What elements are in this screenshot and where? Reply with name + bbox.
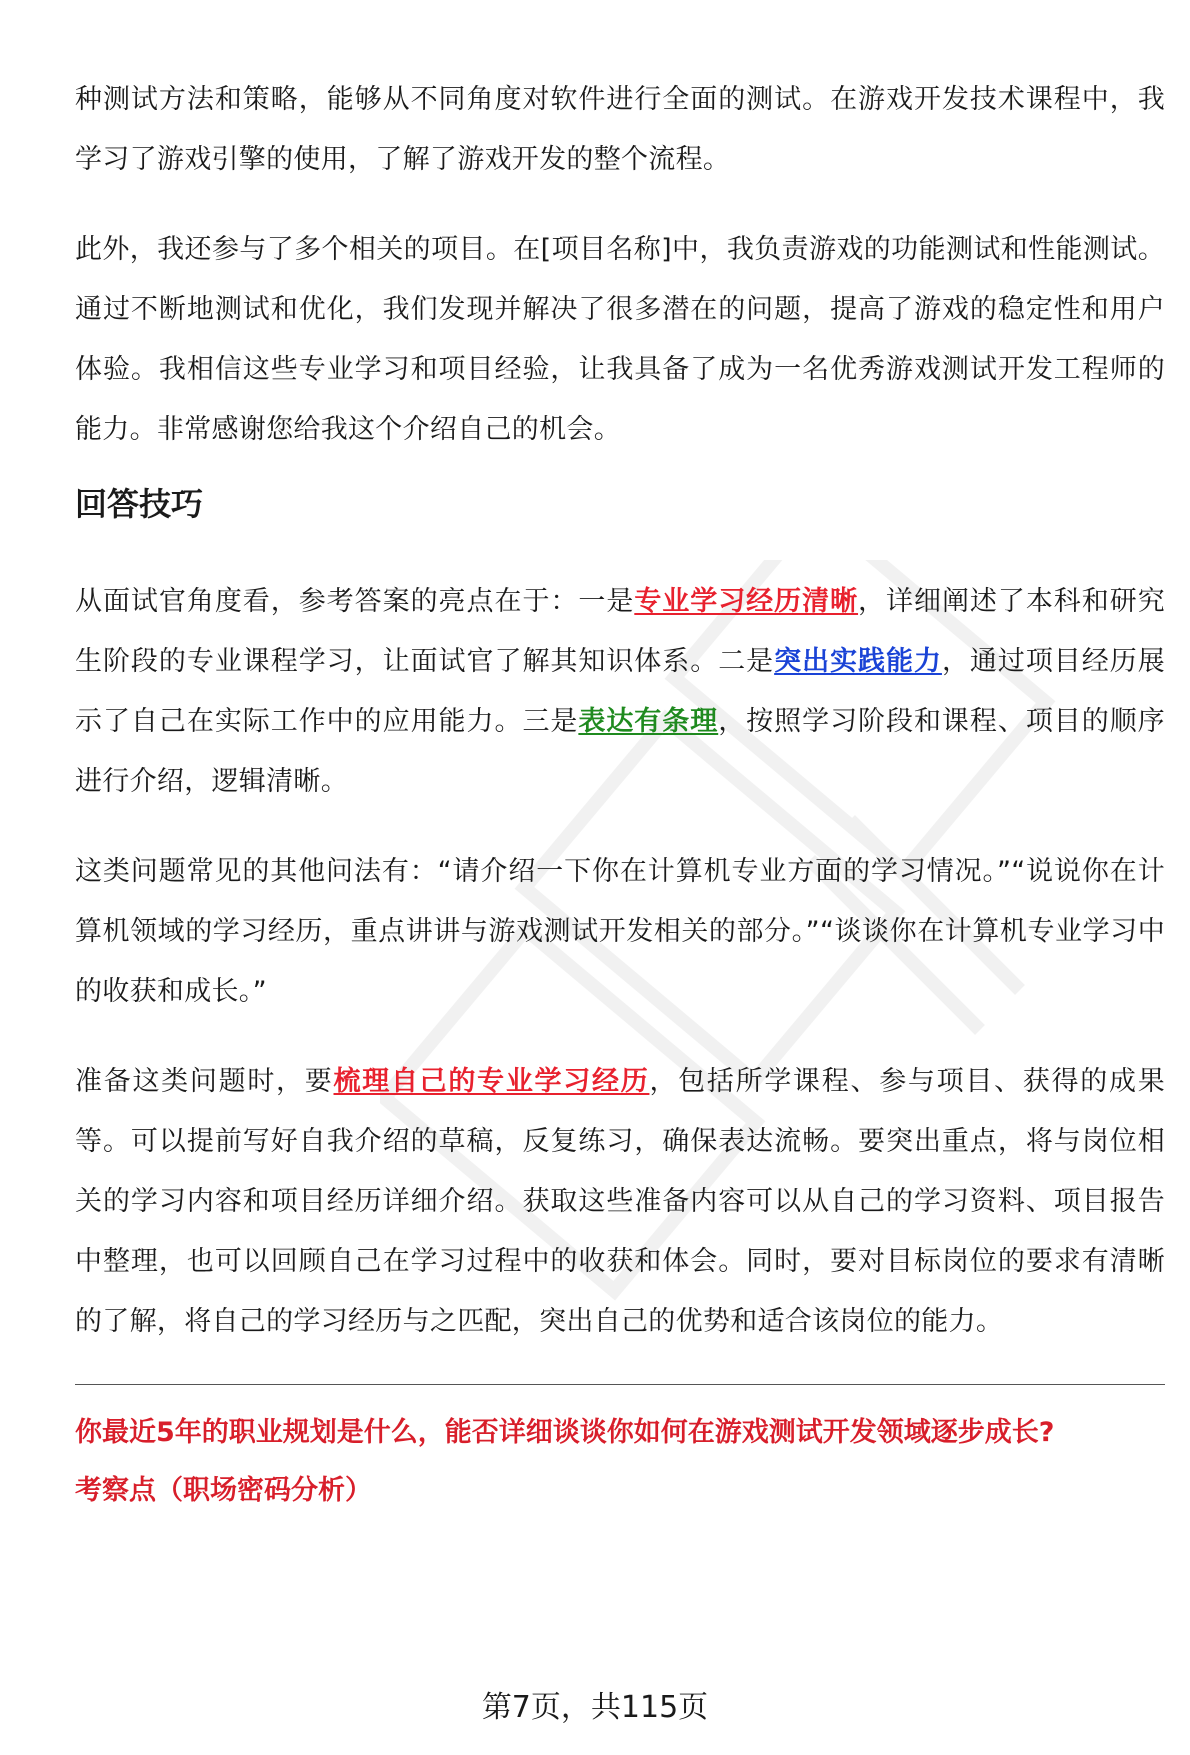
highlight-red: 梳理自己的专业学习经历: [333, 1066, 650, 1097]
tips-text: ，按照学习阶段和课程、项目的顺序进行介绍，逻辑清晰。: [75, 706, 1165, 797]
tips-paragraph-3: [75, 1052, 1165, 1352]
highlight-red: 专业学习经历清晰: [634, 586, 859, 617]
tips-text: ，详细阐述了本科和研究生阶段的专业课程学习，让面试官了解其知识体系。二是: [75, 586, 1165, 677]
divider: [75, 1384, 1165, 1385]
page-number: 第7页，共115页: [481, 1690, 709, 1725]
tips-text: 准备这类问题时，要: [75, 1066, 334, 1097]
tips-paragraph-1: [75, 572, 1165, 812]
highlight-green: 表达有条理: [578, 706, 719, 737]
next-question: 你最近5年的职业规划是什么，能否详细谈谈你如何在游戏测试开发领域逐步成长?: [75, 1417, 1055, 1448]
tips-text: 从面试官角度看，参考答案的亮点在于：一是: [75, 586, 635, 617]
main-content: [75, 70, 1165, 1509]
highlight-blue: 突出实践能力: [774, 646, 942, 677]
tips-paragraph-2: 这类问题常见的其他问法有：“请介绍一下你在计算机专业方面的学习情况。”“说说你在计算机领域的学习经历，重点讲讲与游戏测试开发相关的部分。”“谈谈你在计算机专业学习中的收获和成长。”: [75, 856, 1165, 1007]
answer-paragraph-2: 此外，我还参与了多个相关的项目。在[项目名称]中，我负责游戏的功能测试和性能测试。通过不断地测试和优化，我们发现并解决了很多潜在的问题，提高了游戏的稳定性和用户体验。我相信这些专业学习和项目经验，让我具备了成为一名优秀游戏测试开发工程师的能力。非常感谢您给我这个介绍自己的机会。: [75, 234, 1165, 445]
tips-text: ，通过项目经历展示了自己在实际工作中的应用能力。三是: [75, 646, 1165, 737]
answer-paragraph-1: 种测试方法和策略，能够从不同角度对软件进行全面的测试。在游戏开发技术课程中，我学习了游戏引擎的使用，了解了游戏开发的整个流程。: [75, 84, 1165, 175]
tips-text: ，包括所学课程、参与项目、获得的成果等。可以提前写好自我介绍的草稿，反复练习，确保表达流畅。要突出重点，将与岗位相关的学习内容和项目经历详细介绍。获取这些准备内容可以从自己的学习资料、项目报告中整理，也可以回顾自己在学习过程中的收获和体会。同时，要对目标岗位的要求有清晰的了解，将自己的学习经历与之匹配，突出自己的优势和适合该岗位的能力。: [75, 1066, 1165, 1337]
next-question-subtitle: 考察点（职场密码分析）: [75, 1475, 372, 1506]
section-title: 回答技巧: [75, 485, 204, 523]
